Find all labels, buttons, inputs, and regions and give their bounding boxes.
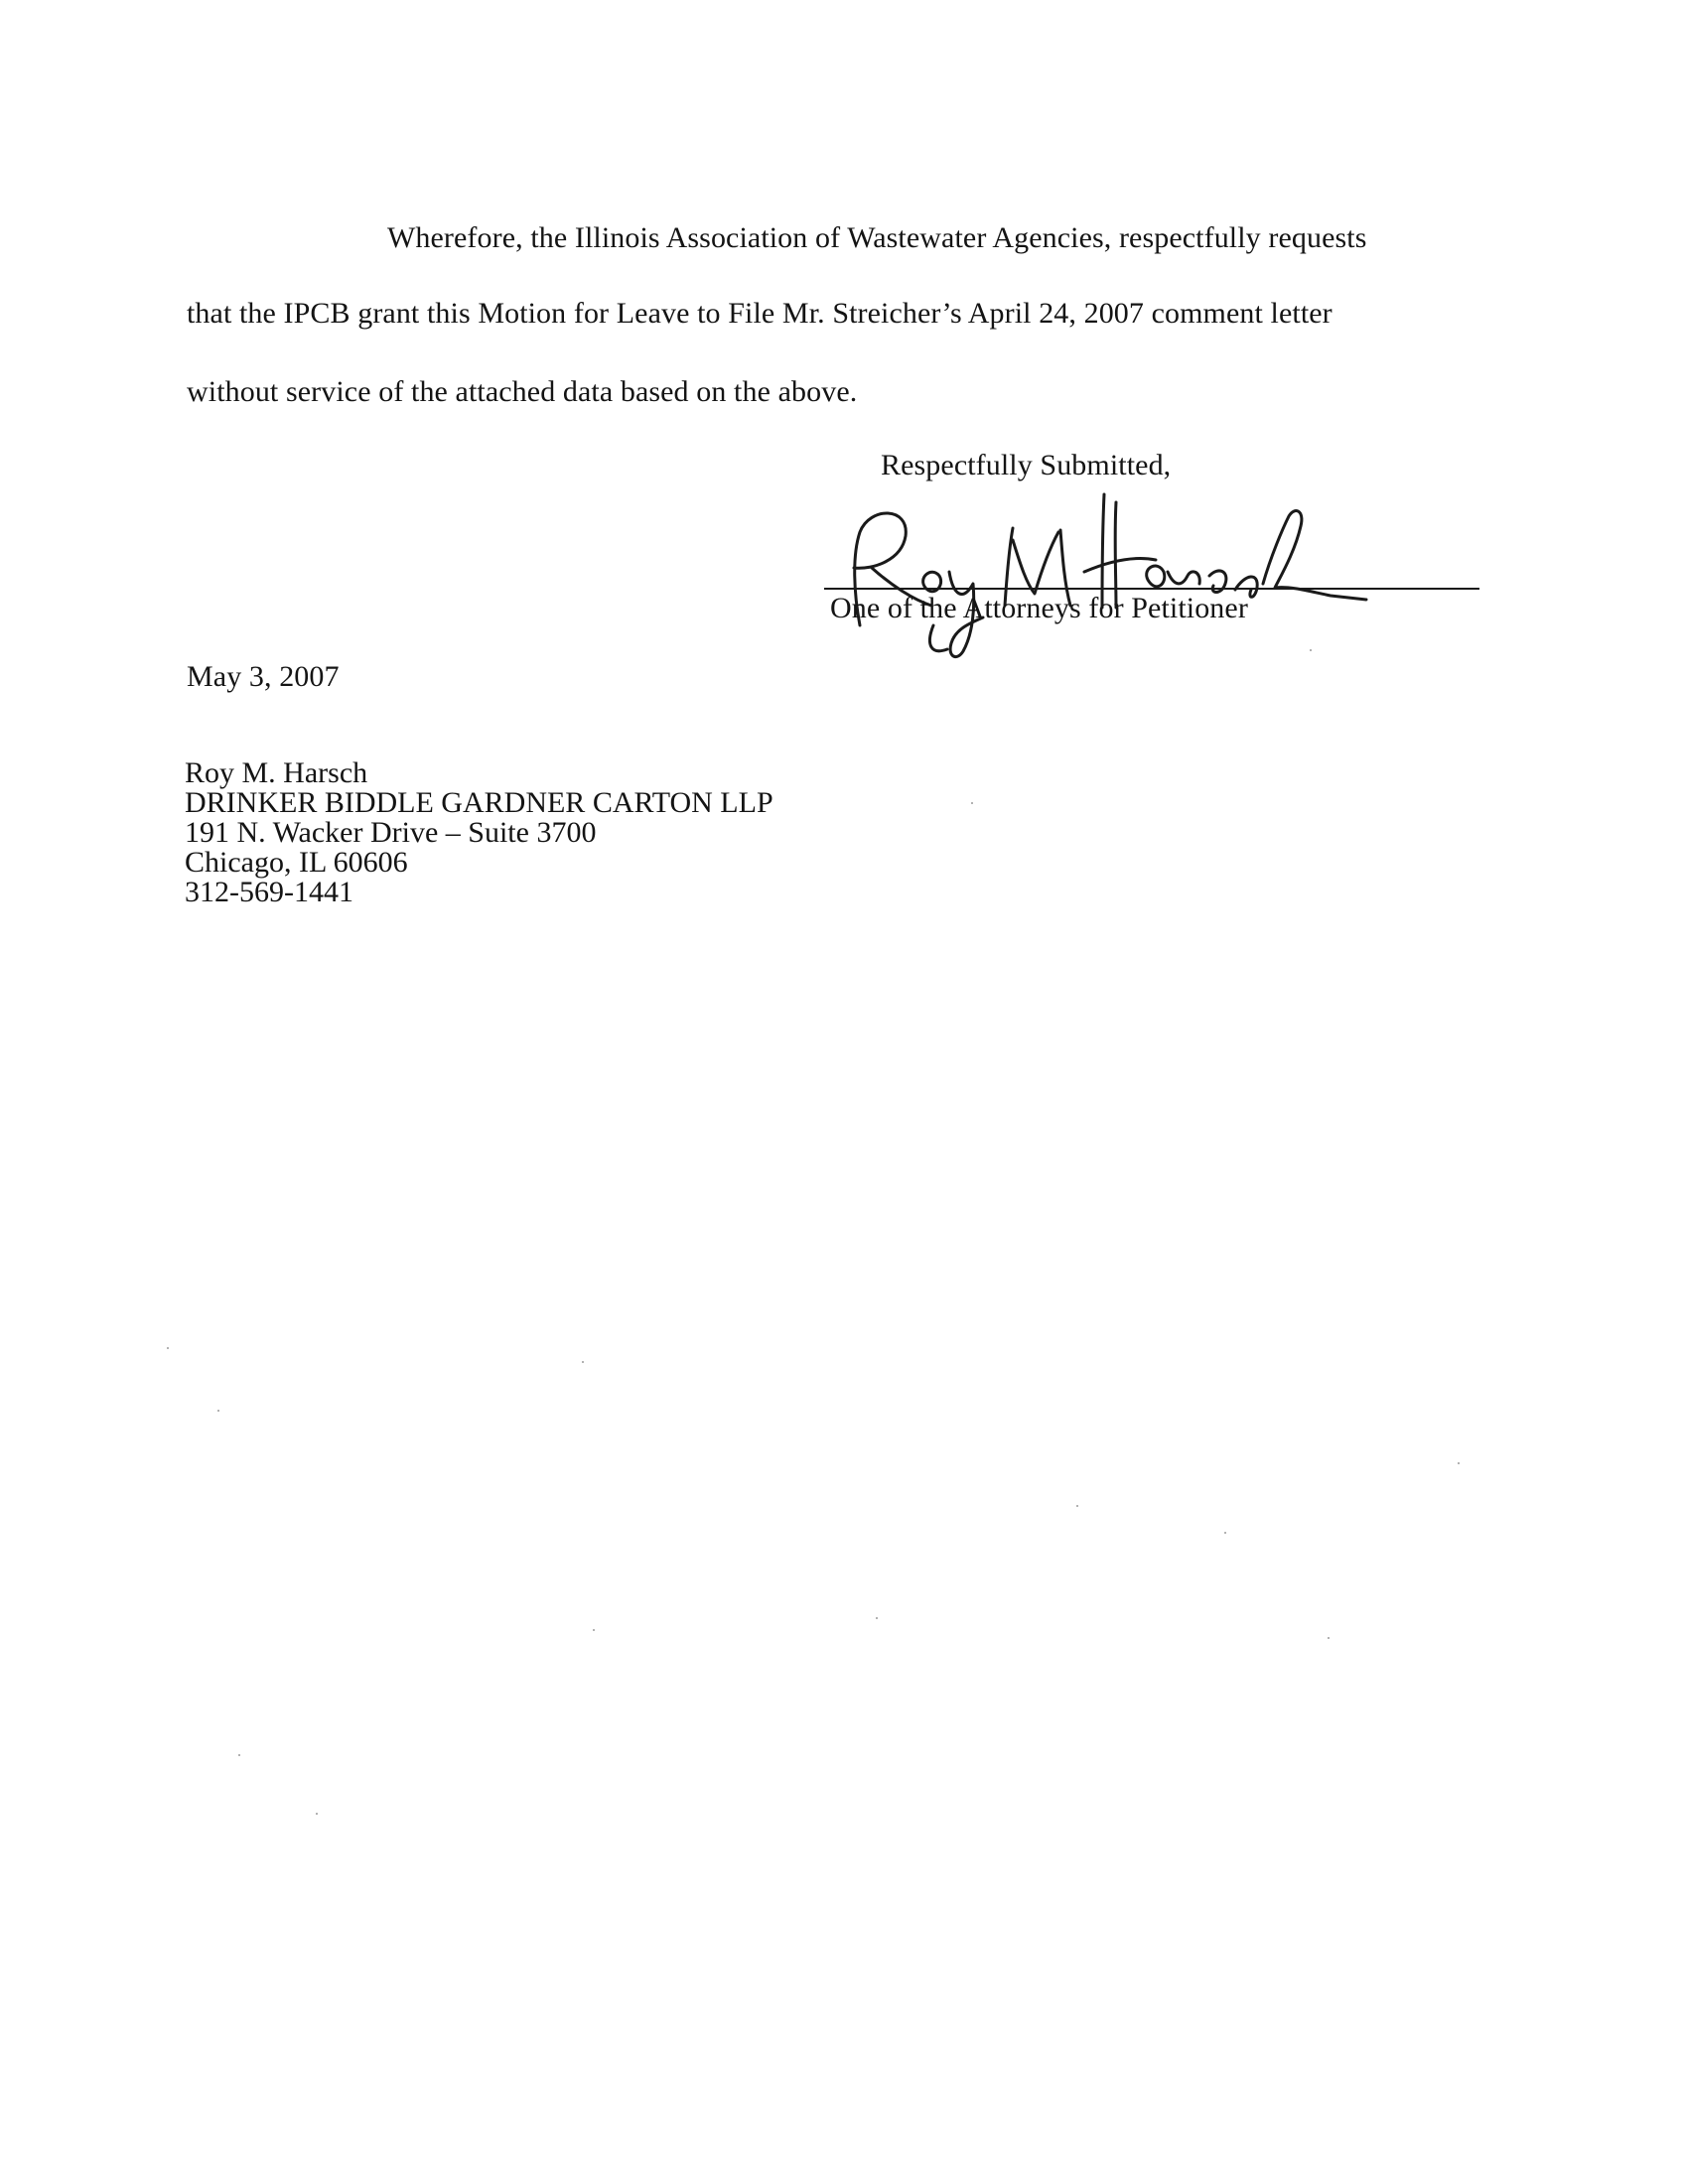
scan-speck	[876, 1617, 878, 1619]
scan-speck	[971, 802, 973, 804]
scan-speck	[582, 1361, 584, 1363]
address-street: 191 N. Wacker Drive – Suite 3700	[185, 816, 597, 849]
body-paragraph-line-1: Wherefore, the Illinois Association of Wastewater Agencies, respectfully requests	[387, 221, 1367, 254]
scan-speck	[1458, 1462, 1460, 1464]
address-city: Chicago, IL 60606	[185, 846, 408, 879]
scan-speck	[1310, 649, 1312, 651]
handwritten-signature	[814, 477, 1370, 665]
scan-speck	[1224, 1532, 1226, 1534]
closing-salutation: Respectfully Submitted,	[881, 449, 1172, 481]
signature-caption: One of the Attorneys for Petitioner	[830, 592, 1248, 624]
scan-speck	[593, 1629, 595, 1631]
address-phone: 312-569-1441	[185, 876, 353, 908]
body-paragraph-line-2: that the IPCB grant this Motion for Leave to File Mr. Streicher’s April 24, 2007 comment letter	[187, 297, 1333, 330]
body-paragraph-line-3: without service of the attached data based on the above.	[187, 375, 858, 408]
address-name: Roy M. Harsch	[185, 756, 368, 789]
scan-speck	[167, 1347, 169, 1349]
scan-speck	[316, 1813, 318, 1815]
address-firm: DRINKER BIDDLE GARDNER CARTON LLP	[185, 786, 773, 819]
signature-line	[824, 588, 1479, 590]
scan-speck	[217, 1410, 219, 1412]
document-date: May 3, 2007	[187, 660, 340, 693]
scan-speck	[238, 1754, 240, 1756]
scan-speck	[1076, 1505, 1078, 1507]
scan-speck	[1328, 1637, 1330, 1639]
